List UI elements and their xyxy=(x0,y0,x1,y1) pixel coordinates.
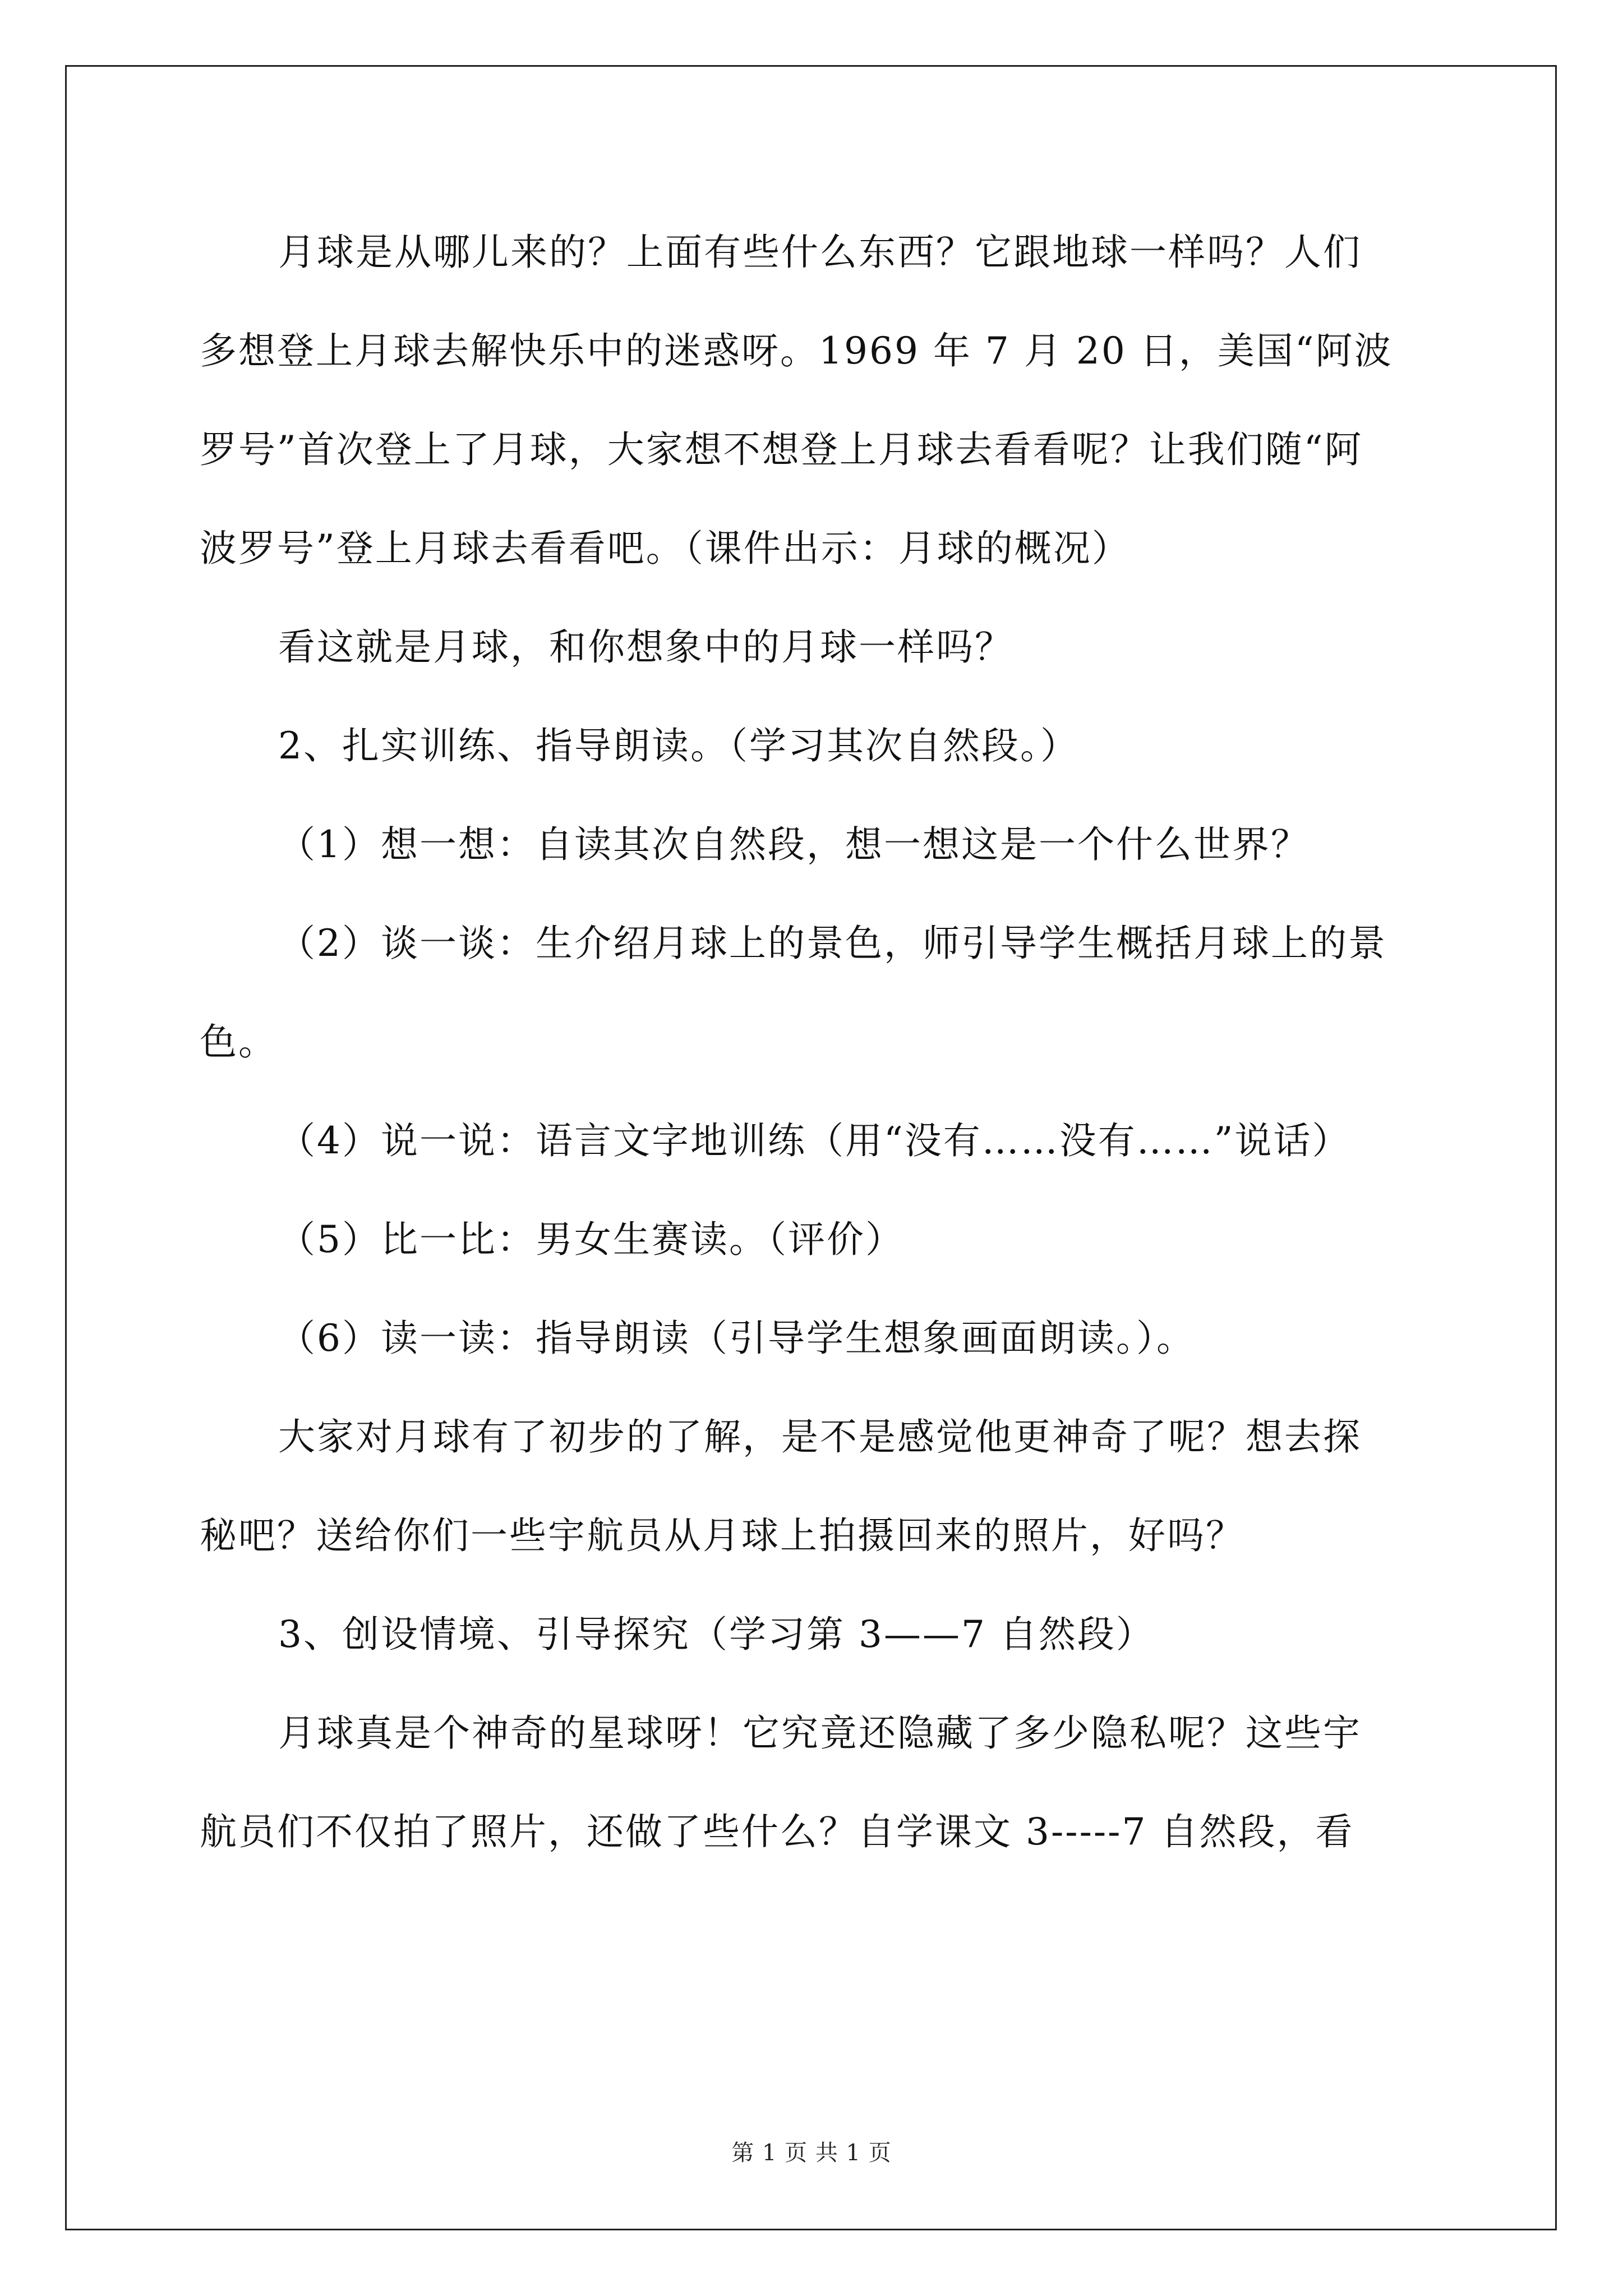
paragraph-line: 罗号”首次登上了月球，大家想不想登上月球去看看呢？让我们随“阿 xyxy=(200,428,1363,471)
list-item: （4）说一说：语言文字地训练（用“没有……没有……”说话） xyxy=(278,1119,1351,1162)
section-heading: 2、扎实训练、指导朗读。（学习其次自然段。） xyxy=(278,724,1079,767)
section-heading: 3、创设情境、引导探究（学习第 3——7 自然段） xyxy=(278,1613,1155,1656)
paragraph-line: 航员们不仅拍了照片，还做了些什么？自学课文 3-----7 自然段，看 xyxy=(200,1810,1354,1853)
list-item: （2）谈一谈：生介绍月球上的景色，师引导学生概括月球上的景 xyxy=(278,922,1387,965)
page-footer: 第 1 页 共 1 页 xyxy=(731,2140,892,2166)
paragraph-line: 波罗号”登上月球去看看吧。（课件出示：月球的概况） xyxy=(200,527,1131,570)
paragraph-line: 多想登上月球去解快乐中的迷惑呀。1969 年 7 月 20 日，美国“阿波 xyxy=(200,329,1393,372)
list-item: （5）比一比：男女生赛读。（评价） xyxy=(278,1218,904,1261)
paragraph-line: 大家对月球有了初步的了解，是不是感觉他更神奇了呢？想去探 xyxy=(278,1415,1362,1458)
paragraph-line: 看这就是月球，和你想象中的月球一样吗？ xyxy=(278,625,1013,669)
paragraph-line: 月球真是个神奇的星球呀！它究竟还隐藏了多少隐私呢？这些宇 xyxy=(278,1711,1362,1755)
paragraph-line: 月球是从哪儿来的？上面有些什么东西？它跟地球一样吗？人们 xyxy=(278,231,1362,274)
paragraph-line: 色。 xyxy=(200,1020,277,1064)
paragraph-line: 秘吧？送给你们一些宇航员从月球上拍摄回来的照片，好吗？ xyxy=(200,1514,1244,1557)
list-item: （6）读一读：指导朗读（引导学生想象画面朗读。）。 xyxy=(278,1317,1195,1360)
list-item: （1）想一想：自读其次自然段，想一想这是一个什么世界？ xyxy=(278,823,1310,866)
